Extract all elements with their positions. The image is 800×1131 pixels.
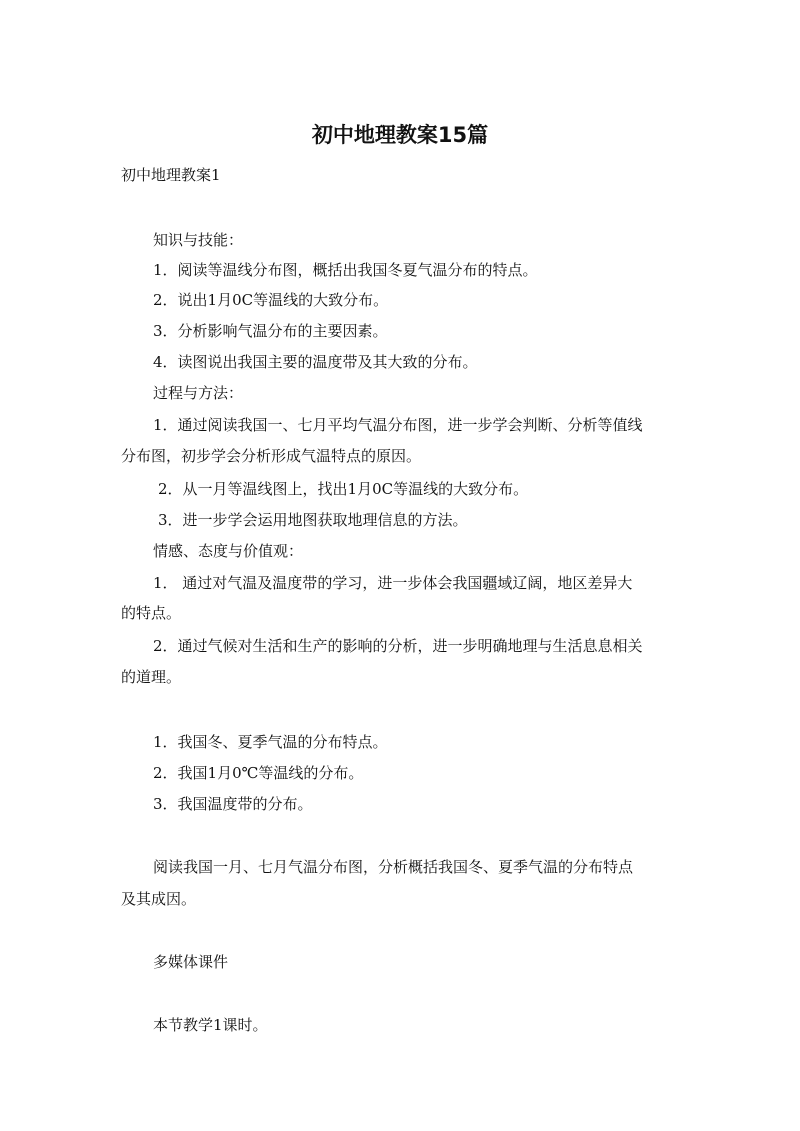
paragraph-line: 的特点。 <box>121 604 182 622</box>
paragraph-line: 情感、态度与价值观： <box>153 542 304 560</box>
paragraph-line: 1．阅读等温线分布图，概括出我国冬夏气温分布的特点。 <box>153 261 538 279</box>
paragraph-line: 4．读图说出我国主要的温度带及其大致的分布。 <box>153 353 478 371</box>
paragraph-line: 2．说出1月0C等温线的大致分布。 <box>153 291 389 309</box>
paragraph-line: 1． 通过对气温及温度带的学习，进一步体会我国疆域辽阔，地区差异大 <box>153 574 633 592</box>
paragraph-line: 知识与技能： <box>153 231 244 249</box>
paragraph-line: 3．我国温度带的分布。 <box>153 795 313 813</box>
paragraph-line: 过程与方法： <box>153 384 244 402</box>
paragraph-line: 1．我国冬、夏季气温的分布特点。 <box>153 733 388 751</box>
paragraph-line: 的道理。 <box>121 668 182 686</box>
paragraph-line: 阅读我国一月、七月气温分布图，分析概括我国冬、夏季气温的分布特点 <box>153 858 634 876</box>
paragraph-line: 2．通过气候对生活和生产的影响的分析，进一步明确地理与生活息息相关 <box>153 637 643 655</box>
paragraph-line: 多媒体课件 <box>153 953 229 971</box>
paragraph-line: 本节教学1课时。 <box>153 1016 268 1034</box>
paragraph-line: 及其成因。 <box>121 890 197 908</box>
paragraph-line: 2．从一月等温线图上，找出1月0C等温线的大致分布。 <box>158 480 529 498</box>
paragraph-line: 2．我国1月0℃等温线的分布。 <box>153 764 364 782</box>
paragraph-line: 1．通过阅读我国一、七月平均气温分布图，进一步学会判断、分析等值线 <box>153 416 643 434</box>
section-heading: 初中地理教案1 <box>121 166 221 184</box>
paragraph-line: 3．分析影响气温分布的主要因素。 <box>153 322 388 340</box>
paragraph-line: 3．进一步学会运用地图获取地理信息的方法。 <box>158 511 468 529</box>
paragraph-line: 分布图，初步学会分析形成气温特点的原因。 <box>121 447 422 465</box>
document-title: 初中地理教案15篇 <box>311 123 489 147</box>
